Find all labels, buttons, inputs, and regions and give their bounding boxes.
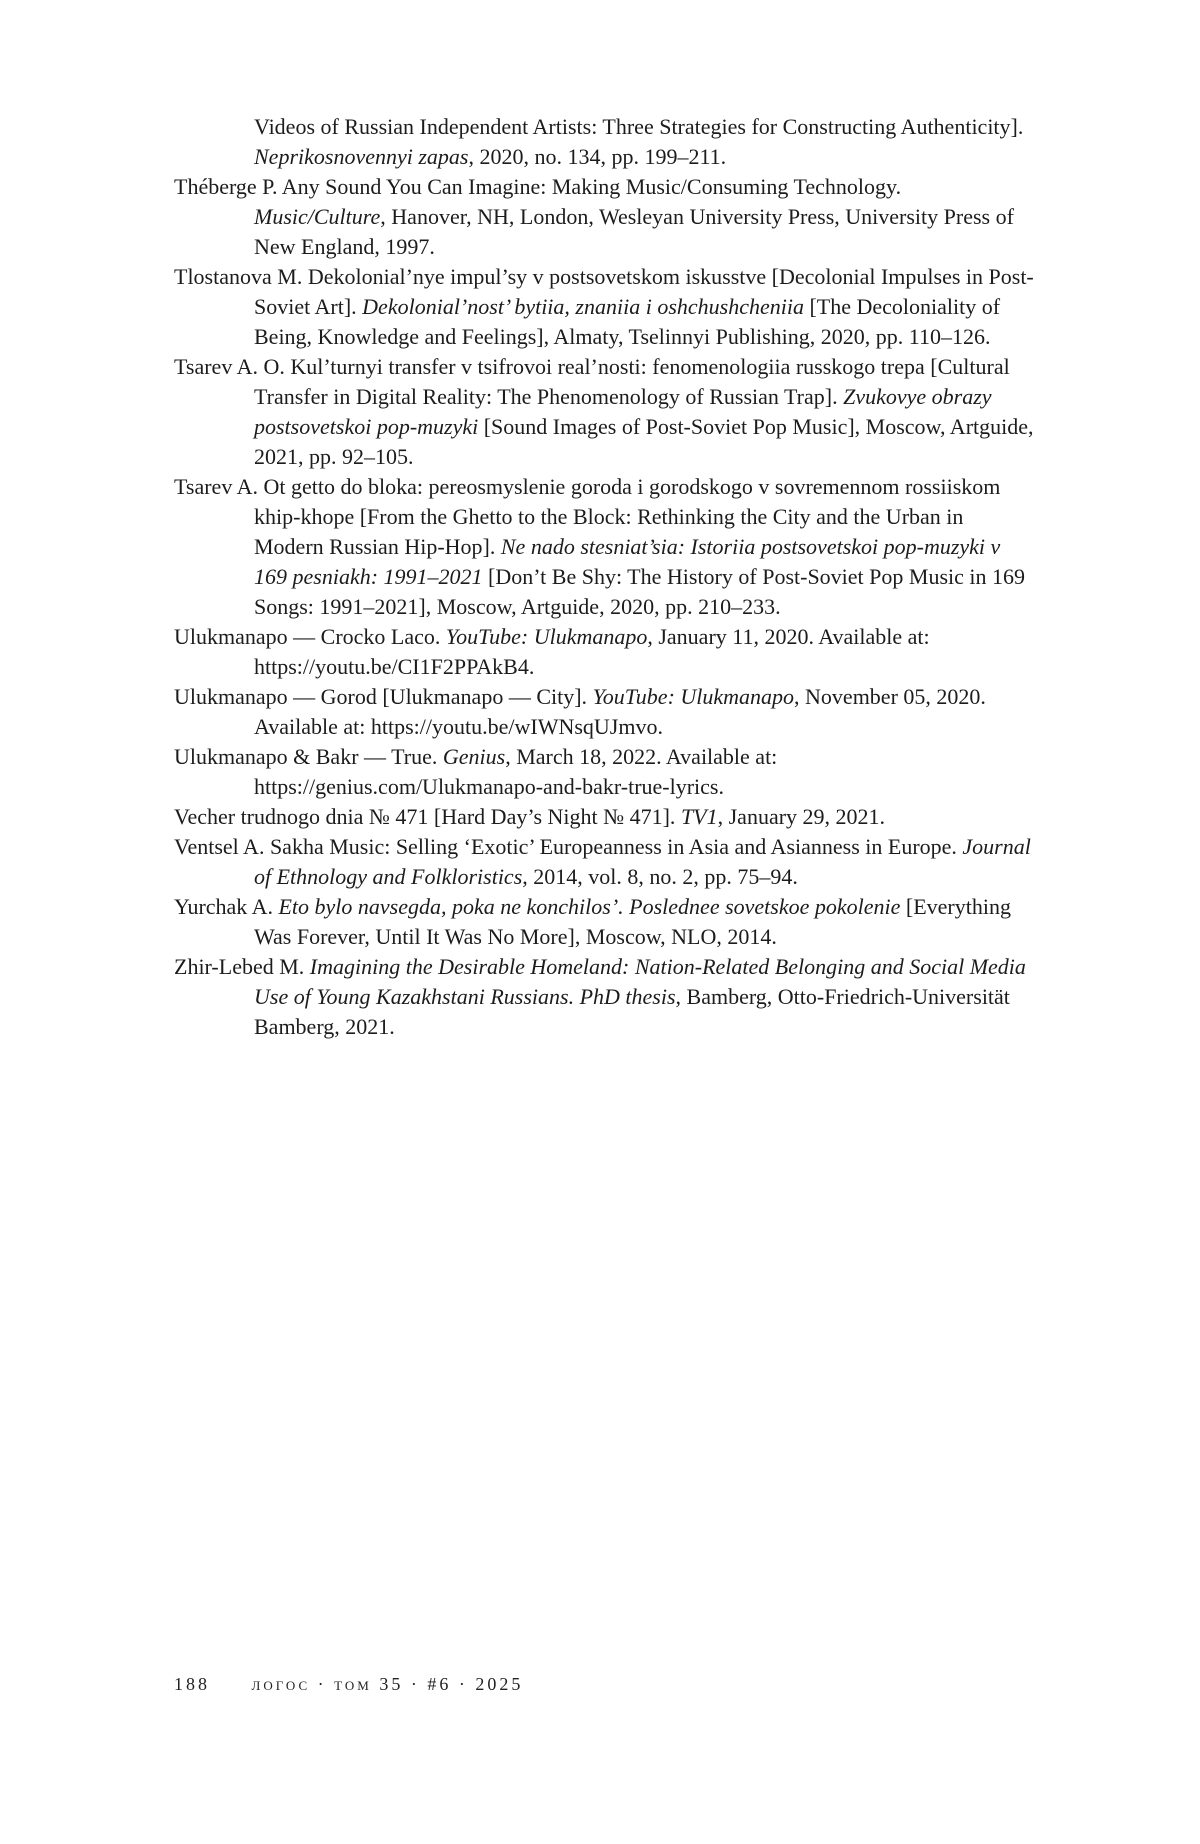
reference-text: Yurchak A.	[174, 894, 279, 919]
reference-entry	[174, 622, 1034, 682]
reference-text: Tlostanova M. Dekolonial’nye impul’sy v postsovetskom iskusstve [Decolonial Impulses in Post-Soviet Art].	[174, 264, 1034, 319]
reference-text: [The Decoloniality of Being, Knowledge and Feelings], Almaty, Tselinnyi Publishing, 2020, pp. 110–126.	[254, 294, 1001, 349]
reference-title-italic: Eto bylo navsegda, poka ne konchilos’. Poslednee sovetskoe pokolenie	[278, 894, 901, 919]
reference-text: Ulukmanapo & Bakr — True.	[174, 744, 443, 769]
reference-text: Videos of Russian Independent Artists: Three Strategies for Constructing Authenticity].	[254, 114, 1024, 139]
reference-text: , March 18, 2022. Available at: https://genius.com/Ulukmanapo-and-bakr-true-lyrics.	[254, 744, 778, 799]
reference-entry	[174, 892, 1034, 952]
reference-text: [Everything Was Forever, Until It Was No More], Moscow, NLO, 2014.	[254, 894, 1011, 949]
reference-entry	[174, 172, 1034, 262]
reference-title-italic: Ne nado stesniat’sia: Istoriia postsovetskoi pop-muzyki v 169 pesniakh: 1991–2021	[254, 534, 1001, 589]
reference-text: Ulukmanapo — Gorod [Ulukmanapo — City].	[174, 684, 593, 709]
reference-title-italic: Dekolonial’nost’ bytiia, znaniia i oshchushcheniia	[362, 294, 804, 319]
reference-text: Théberge P. Any Sound You Can Imagine: Making Music/Consuming Technology.	[174, 174, 902, 199]
reference-entry	[174, 112, 1034, 172]
reference-text: , January 29, 2021.	[717, 804, 886, 829]
reference-text: Vecher trudnogo dnia № 471 [Hard Day’s Night № 471].	[174, 804, 681, 829]
reference-title-italic: Neprikosnovennyi zapas	[254, 144, 469, 169]
reference-text: , November 05, 2020. Available at: https://youtu.be/wIWNsqUJmvo.	[254, 684, 986, 739]
reference-entry	[174, 832, 1034, 892]
journal-issue: логос · том 35 · #6 · 2025	[251, 1674, 524, 1694]
reference-entry	[174, 952, 1034, 1042]
reference-entry	[174, 472, 1034, 622]
reference-text: Tsarev A. Ot getto do bloka: pereosmyslenie goroda i gorodskogo v sovremennom rossiiskom khip-khope [From the Ghetto to the Block: Rethinking the City and the Urban in Modern Russian Hip-Hop].	[174, 474, 1001, 559]
reference-title-italic: Imagining the Desirable Homeland: Nation-Related Belonging and Social Media Use of Young Kazakhstani Russians. PhD thesis	[254, 954, 1026, 1009]
page-number: 188	[174, 1674, 210, 1694]
reference-text: , Hanover, NH, London, Wesleyan University Press, University Press of New England, 1997.	[254, 204, 1014, 259]
reference-text: , 2020, no. 134, pp. 199–211.	[468, 144, 727, 169]
reference-text: , 2014, vol. 8, no. 2, pp. 75–94.	[522, 864, 798, 889]
reference-entry	[174, 352, 1034, 472]
reference-text: , Bamberg, Otto-Friedrich-Universität Bamberg, 2021.	[254, 984, 1010, 1039]
reference-entry	[174, 682, 1034, 742]
reference-text: [Don’t Be Shy: The History of Post-Soviet Pop Music in 169 Songs: 1991–2021], Moscow, Artguide, 2020, pp. 210–233.	[254, 564, 1026, 619]
reference-list	[174, 112, 1034, 1042]
reference-text: Tsarev A. O. Kul’turnyi transfer v tsifrovoi real’nosti: fenomenologiia russkogo trepa [Cultural Transfer in Digital Reality: The Phenomenology of Russian Trap].	[174, 354, 1010, 409]
reference-entry	[174, 262, 1034, 352]
reference-title-italic: Music/Culture	[254, 204, 381, 229]
reference-title-italic: Zvukovye obrazy postsovetskoi pop-muzyki	[254, 384, 992, 439]
reference-title-italic: Journal of Ethnology and Folkloristics	[254, 834, 1031, 889]
reference-text: [Sound Images of Post-Soviet Pop Music], Moscow, Artguide, 2021, pp. 92–105.	[254, 414, 1034, 469]
reference-entry	[174, 742, 1034, 802]
reference-text: Ventsel A. Sakha Music: Selling ‘Exotic’ Europeanness in Asia and Asianness in Europe.	[174, 834, 963, 859]
page-footer	[174, 1674, 523, 1695]
reference-text: Ulukmanapo — Crocko Laco.	[174, 624, 446, 649]
reference-title-italic: YouTube: Ulukmanapo	[592, 684, 795, 709]
reference-title-italic: YouTube: Ulukmanapo	[445, 624, 648, 649]
reference-text: Zhir-Lebed M.	[174, 954, 310, 979]
reference-text: , January 11, 2020. Available at: https://youtu.be/CI1F2PPAkB4.	[254, 624, 930, 679]
reference-title-italic: Genius	[442, 744, 506, 769]
reference-title-italic: TV1	[680, 804, 718, 829]
reference-entry	[174, 802, 1034, 832]
